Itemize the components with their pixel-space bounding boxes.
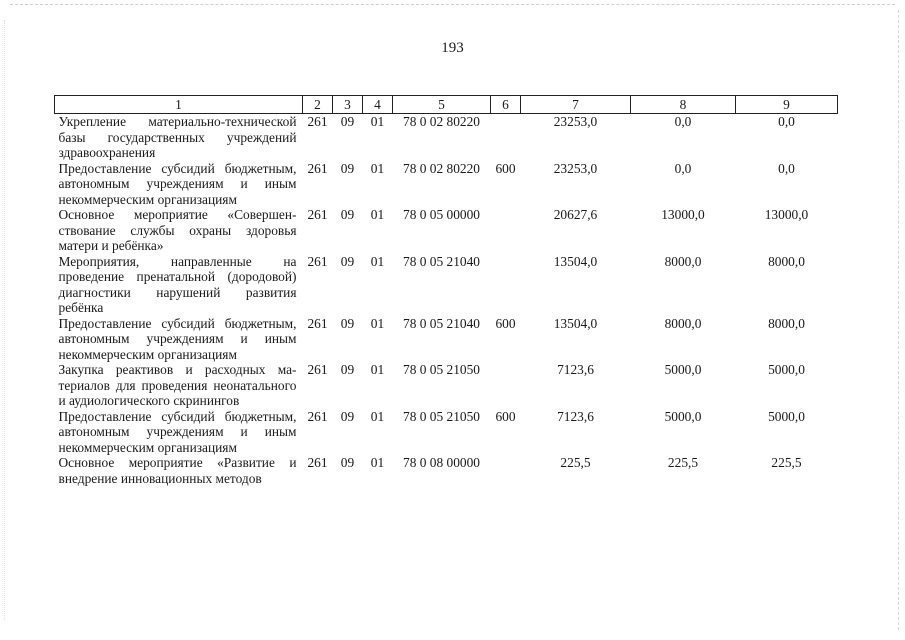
header-col-7: 7	[521, 96, 631, 114]
row-expense-type	[491, 254, 521, 316]
row-amount-col9: 5000,0	[768, 408, 805, 424]
row-code-section: 09	[340, 207, 355, 222]
row-amount-col7: 7123,6	[557, 408, 594, 424]
row-amount-col8: 0,0	[674, 160, 692, 176]
row-amount-col9: 0,0	[778, 160, 795, 176]
row-amount-col8: 13000,0	[661, 207, 705, 222]
row-name: Укрепление материально-технической базы государственных учреждений здравоохранения	[58, 114, 297, 160]
row-code-ministry: 261	[307, 114, 328, 129]
row-code-section: 09	[340, 253, 355, 269]
table-header-row	[55, 96, 838, 114]
table-row	[55, 409, 838, 456]
row-amount-col8: 0,0	[674, 114, 692, 129]
scan-border-top	[10, 4, 895, 5]
header-col-2: 2	[303, 96, 333, 114]
row-amount-col7: 23253,0	[553, 160, 598, 176]
row-code-section: 09	[340, 114, 355, 129]
row-code-section: 09	[340, 160, 355, 176]
row-amount-col8: 5000,0	[664, 408, 702, 424]
row-code-section: 09	[340, 408, 355, 424]
row-target-article: 78 0 05 21040	[403, 253, 480, 269]
row-code-subsection: 01	[370, 408, 385, 424]
header-col-9: 9	[736, 96, 838, 114]
row-expense-type	[491, 114, 521, 161]
row-amount-col9: 0,0	[778, 114, 795, 129]
row-code-ministry: 261	[307, 160, 328, 176]
row-amount-col7: 23253,0	[553, 114, 598, 129]
row-code-subsection: 01	[370, 207, 385, 222]
row-target-article: 78 0 05 21050	[403, 408, 480, 424]
row-amount-col7: 13504,0	[553, 253, 598, 269]
row-target-article: 78 0 08 00000	[403, 455, 480, 470]
row-amount-col9: 5000,0	[768, 362, 805, 377]
row-code-ministry: 261	[307, 315, 328, 331]
row-amount-col8: 225,5	[667, 455, 699, 470]
row-expense-type: 600	[495, 315, 516, 331]
page-number: 193	[441, 40, 464, 56]
row-name: Предоставление субсидий бюджетным, автономным учреждениям и иным некоммерческим организациям	[58, 315, 297, 362]
row-name: Основное мероприятие «Развитие и внедрение инновационных методов	[58, 455, 297, 486]
row-code-ministry: 261	[307, 455, 328, 470]
row-expense-type	[491, 362, 521, 409]
row-name: Основное мероприятие «Совершенствование службы охраны здоровья матери и ребёнка»	[58, 207, 297, 253]
row-code-subsection: 01	[370, 160, 385, 176]
row-target-article: 78 0 02 80220	[403, 114, 480, 129]
scan-border-right	[898, 10, 899, 630]
row-code-section: 09	[340, 315, 355, 331]
row-amount-col7: 13504,0	[553, 315, 598, 331]
header-col-6: 6	[491, 96, 521, 114]
row-amount-col8: 8000,0	[664, 315, 702, 331]
header-col-3: 3	[333, 96, 363, 114]
row-code-ministry: 261	[307, 362, 328, 377]
row-amount-col9: 13000,0	[764, 207, 809, 222]
row-expense-type	[491, 207, 521, 254]
row-amount-col9: 225,5	[771, 455, 802, 470]
row-code-section: 09	[340, 362, 355, 377]
header-col-5: 5	[393, 96, 491, 114]
row-expense-type: 600	[495, 160, 516, 176]
row-target-article: 78 0 05 00000	[403, 207, 480, 222]
row-target-article: 78 0 05 21050	[403, 362, 480, 377]
row-code-ministry: 261	[307, 207, 328, 222]
table-row	[55, 207, 838, 254]
table-row	[55, 362, 838, 409]
row-amount-col9: 8000,0	[768, 315, 805, 331]
scan-border-left	[4, 20, 5, 620]
table-row	[55, 114, 838, 161]
row-expense-type	[491, 455, 521, 486]
row-code-subsection: 01	[370, 114, 385, 129]
table-row	[55, 161, 838, 208]
header-col-4: 4	[363, 96, 393, 114]
row-code-ministry: 261	[307, 253, 328, 269]
row-code-section: 09	[340, 455, 355, 470]
row-code-subsection: 01	[370, 253, 385, 269]
row-amount-col7: 225,5	[560, 455, 591, 470]
table-row	[55, 316, 838, 363]
row-amount-col7: 7123,6	[557, 362, 594, 377]
row-name: Предоставление субсидий бюджетным, автономным учреждениям и иным некоммерческим организациям	[58, 160, 297, 207]
row-name: Предоставление субсидий бюджетным, автономным учреждениям и иным некоммерческим организациям	[58, 408, 297, 455]
row-amount-col8: 5000,0	[664, 362, 702, 377]
header-col-8: 8	[631, 96, 736, 114]
header-col-1: 1	[55, 96, 303, 114]
row-amount-col7: 20627,6	[553, 207, 598, 222]
row-target-article: 78 0 05 21040	[403, 315, 480, 331]
row-name: Закупка реактивов и расходных материалов для проведения неонатального и аудиологического скринингов	[58, 362, 297, 408]
row-amount-col8: 8000,0	[664, 253, 702, 269]
row-code-subsection: 01	[370, 362, 385, 377]
table-row	[55, 254, 838, 316]
row-name: Мероприятия, направленные на проведение пренатальной (дородовой) диагностики нарушений развития ребёнка	[58, 253, 297, 315]
table-row	[55, 455, 838, 486]
row-target-article: 78 0 02 80220	[403, 160, 480, 176]
row-code-ministry: 261	[307, 408, 328, 424]
row-expense-type: 600	[495, 408, 516, 424]
row-code-subsection: 01	[370, 455, 385, 470]
row-code-subsection: 01	[370, 315, 385, 331]
budget-table	[54, 95, 838, 486]
row-amount-col9: 8000,0	[768, 253, 805, 269]
